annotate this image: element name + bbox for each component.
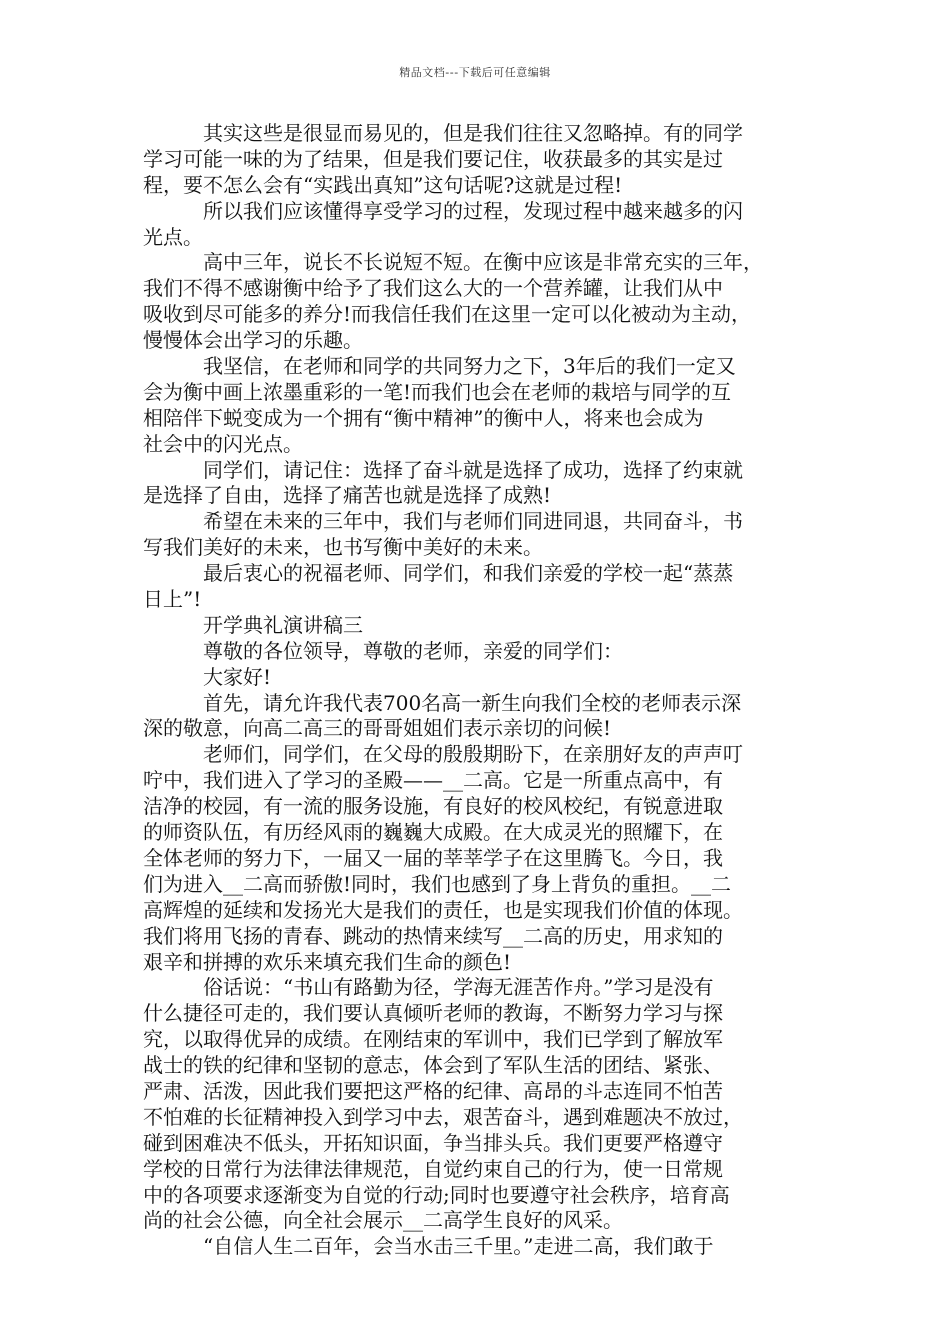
text-line: 们为进入__二高而骄傲!同时，我们也感到了身上背负的重担。__二 — [143, 871, 732, 896]
text-line: 光点。 — [143, 224, 203, 249]
text-line: 日上”! — [143, 587, 202, 612]
text-line: 我坚信，在老师和同学的共同努力之下，3年后的我们一定又 — [203, 354, 736, 379]
text-line: 吸收到尽可能多的养分!而我信任我们在这里一定可以化被动为主动， — [143, 302, 752, 327]
text-line: 大家好! — [203, 664, 272, 689]
text-line: 同学们，请记住：选择了奋斗就是选择了成功，选择了约束就 — [203, 457, 743, 482]
text-line: 中的各项要求逐渐变为自觉的行动;同时也要遵守社会秩序，培育高 — [143, 1182, 730, 1207]
text-line: 写我们美好的未来，也书写衡中美好的未来。 — [143, 535, 543, 560]
text-line: 洁净的校园，有一流的服务设施，有良好的校风校纪，有锐意进取 — [143, 794, 723, 819]
text-line: 社会中的闪光点。 — [143, 431, 303, 456]
text-line: 全体老师的努力下，一届又一届的莘莘学子在这里腾飞。今日，我 — [143, 845, 723, 870]
text-line: 学校的日常行为法律法律规范，自觉约束自己的行为，使一日常规 — [143, 1156, 723, 1181]
text-line: 所以我们应该懂得享受学习的过程，发现过程中越来越多的闪 — [203, 198, 743, 223]
text-line: 碰到困难决不低头，开拓知识面，争当排头兵。我们更要严格遵守 — [143, 1130, 723, 1155]
text-line: 究，以取得优异的成绩。在刚结束的军训中，我们已学到了解放军 — [143, 1027, 723, 1052]
text-line: 高中三年，说长不长说短不短。在衡中应该是非常充实的三年， — [203, 250, 763, 275]
text-line: 尊敬的各位领导，尊敬的老师，亲爱的同学们： — [203, 638, 623, 663]
text-line: 老师们，同学们，在父母的殷殷期盼下，在亲朋好友的声声叮 — [203, 742, 743, 767]
text-line: 深的敬意，向高二高三的哥哥姐姐们表示亲切的问候! — [143, 716, 612, 741]
document-body — [143, 121, 811, 1260]
text-line: 会为衡中画上浓墨重彩的一笔!而我们也会在老师的栽培与同学的互 — [143, 379, 732, 404]
text-line: 战士的铁的纪律和坚韧的意志，体会到了军队生活的团结、紧张、 — [143, 1053, 723, 1078]
text-line: 开学典礼演讲稿三 — [203, 612, 363, 637]
text-line: 俗话说：“书山有路勤为径，学海无涯苦作舟。”学习是没有 — [203, 975, 714, 1000]
text-line: 程，要不怎么会有“实践出真知”这句话呢?这就是过程! — [143, 172, 623, 197]
text-line: 其实这些是很显而易见的，但是我们往往又忽略掉。有的同学 — [203, 121, 743, 145]
page-header: 精品文档---下载后可任意编辑 — [399, 66, 551, 79]
text-line: 最后衷心的祝福老师、同学们，和我们亲爱的学校一起“蒸蒸 — [203, 561, 734, 586]
text-line: 尚的社会公德，向全社会展示__二高学生良好的风采。 — [143, 1208, 623, 1233]
text-line: 慢慢体会出学习的乐趣。 — [143, 328, 363, 353]
text-line: 艰辛和拼搏的欢乐来填充我们生命的颜色! — [143, 949, 512, 974]
text-line: 不怕难的长征精神投入到学习中去，艰苦奋斗，遇到难题决不放过， — [143, 1104, 743, 1129]
text-line: 学习可能一味的为了结果，但是我们要记住，收获最多的其实是过 — [143, 146, 723, 171]
text-line: 我们将用飞扬的青春、跳动的热情来续写__二高的历史，用求知的 — [143, 923, 723, 948]
text-line: 希望在未来的三年中，我们与老师们同进同退，共同奋斗，书 — [203, 509, 743, 534]
text-line: 严肃、活泼，因此我们要把这严格的纪律、高昂的斗志连同不怕苦 — [143, 1078, 723, 1103]
text-line: 什么捷径可走的，我们要认真倾听老师的教诲，不断努力学习与探 — [143, 1001, 723, 1026]
text-line: 的师资队伍，有历经风雨的巍巍大成殿。在大成灵光的照耀下，在 — [143, 820, 723, 845]
text-line: 是选择了自由，选择了痛苦也就是选择了成熟! — [143, 483, 552, 508]
text-line: 我们不得不感谢衡中给予了我们这么大的一个营养罐，让我们从中 — [143, 276, 723, 301]
text-line: 首先，请允许我代表700名高一新生向我们全校的老师表示深 — [203, 690, 742, 715]
text-line: 咛中，我们进入了学习的圣殿——__二高。它是一所重点高中，有 — [143, 768, 723, 793]
text-line: “自信人生二百年，会当水击三千里。”走进二高，我们敢于 — [203, 1234, 714, 1259]
text-line: 高辉煌的延续和发扬光大是我们的责任，也是实现我们价值的体现。 — [143, 897, 743, 922]
text-line: 相陪伴下蜕变成为一个拥有“衡中精神”的衡中人，将来也会成为 — [143, 405, 704, 430]
